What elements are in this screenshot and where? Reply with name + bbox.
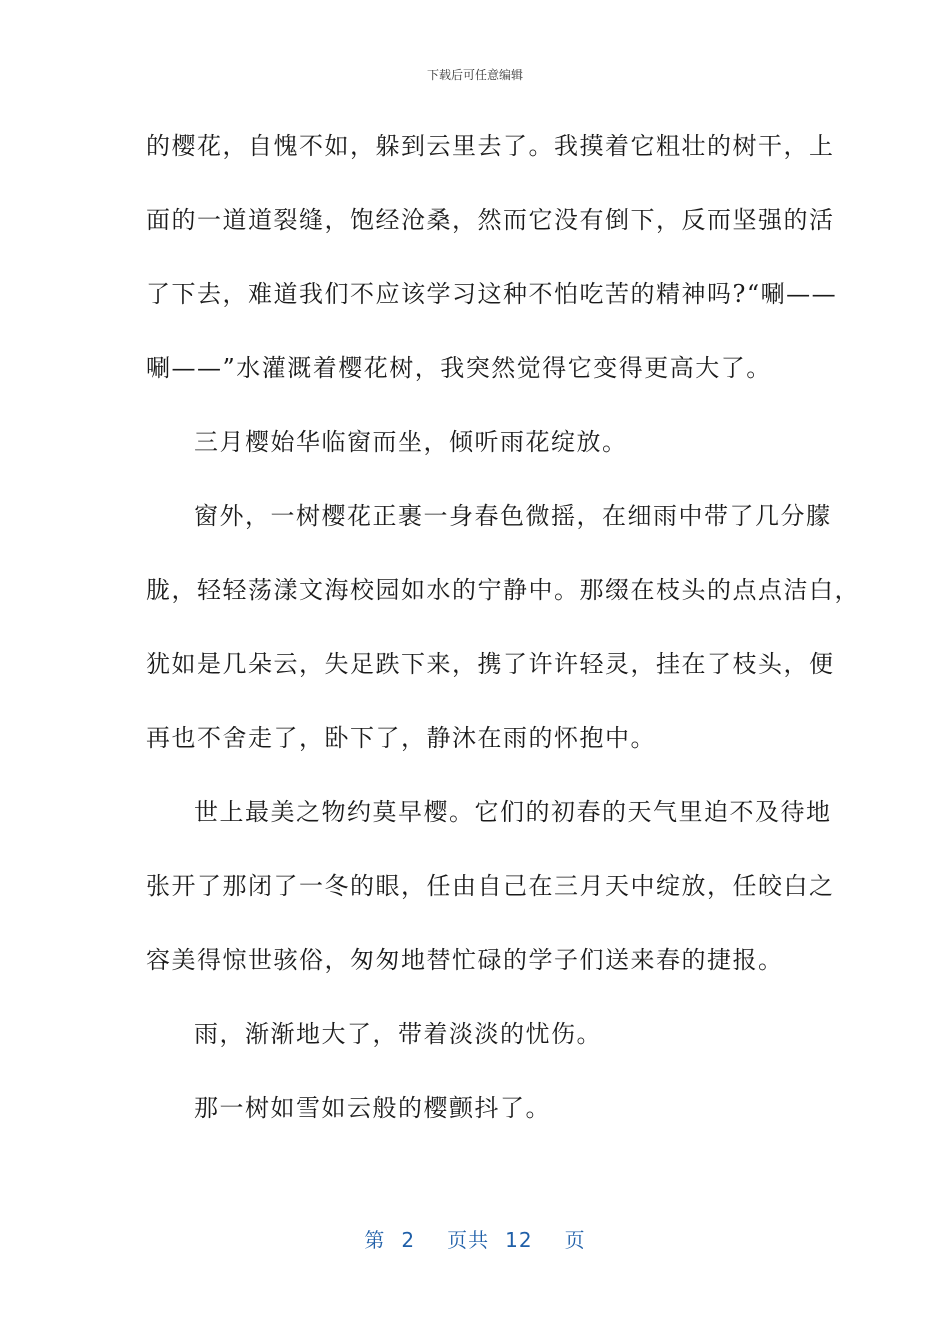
footer-suffix: 页 [564, 1228, 586, 1252]
text-line: 犹如是几朵云，失足跌下来，携了许许轻灵，挂在了枝头，便 [146, 650, 835, 678]
current-page-number: 2 [401, 1228, 416, 1252]
paragraph-first-line: 三月樱始华临窗而坐，倾听雨花绽放。 [194, 428, 628, 456]
text-line: 面的一道道裂缝，饱经沧桑，然而它没有倒下，反而坚强的活 [146, 206, 835, 234]
text-line: 唰——”水灌溉着樱花树，我突然觉得它变得更高大了。 [146, 354, 772, 382]
text-line: 再也不舍走了，卧下了，静沐在雨的怀抱中。 [146, 724, 656, 752]
document-body [146, 128, 860, 1164]
text-line: 了下去，难道我们不应该学习这种不怕吃苦的精神吗?“唰—— [146, 280, 838, 308]
footer-prefix: 第 [364, 1228, 386, 1252]
text-line: 胧，轻轻荡漾文海校园如水的宁静中。那缀在枝头的点点洁白， [146, 576, 860, 604]
paragraph-first-line: 雨，渐渐地大了，带着淡淡的忧伤。 [194, 1020, 602, 1048]
text-line: 容美得惊世骇俗，匆匆地替忙碌的学子们送来春的捷报。 [146, 946, 784, 974]
text-line: 张开了那闭了一冬的眼，任由自己在三月天中绽放，任皎白之 [146, 872, 835, 900]
footer-middle: 页共 [447, 1228, 490, 1252]
text-line: 的樱花，自愧不如，躲到云里去了。我摸着它粗壮的树干，上 [146, 132, 835, 160]
paragraph-first-line: 世上最美之物约莫早樱。它们的初春的天气里迫不及待地 [194, 798, 832, 826]
paragraph-first-line: 那一树如雪如云般的樱颤抖了。 [194, 1094, 551, 1122]
total-pages-number: 12 [505, 1228, 533, 1252]
paragraph-first-line: 窗外，一树樱花正裹一身春色微摇，在细雨中带了几分朦 [194, 502, 832, 530]
page-header-note: 下载后可任意编辑 [426, 68, 523, 82]
page-number-footer [0, 1224, 950, 1253]
